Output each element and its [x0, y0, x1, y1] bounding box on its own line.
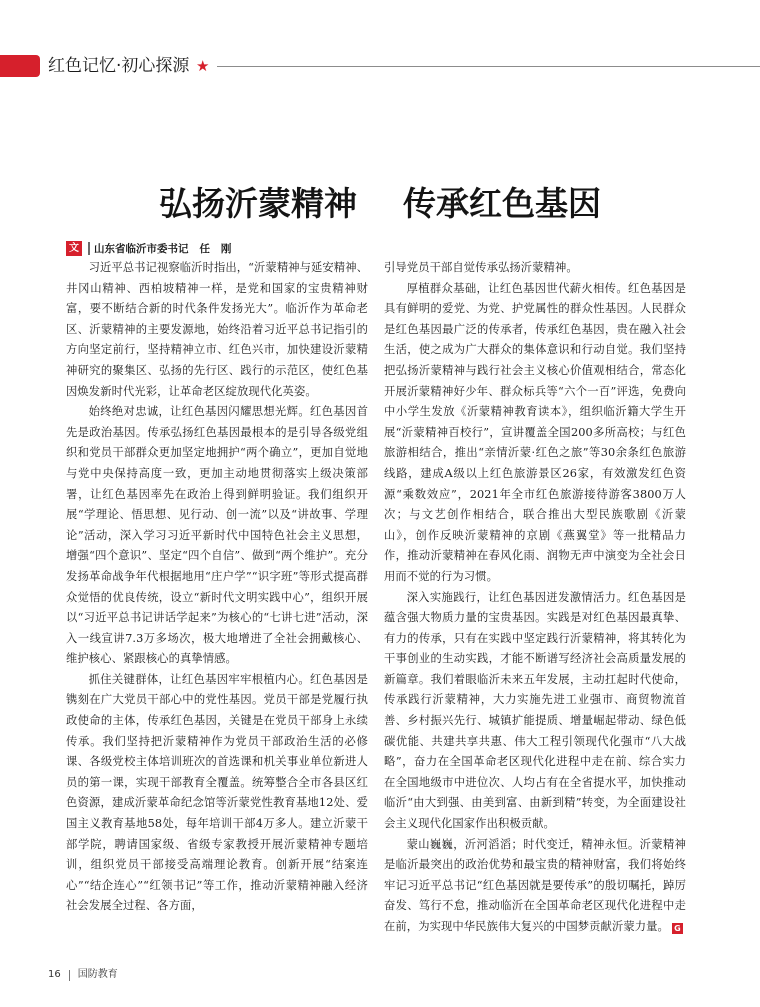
paragraph-intro: 习近平总书记视察临沂时指出，“沂蒙精神与延安精神、井冈山精神、西柏坡精神一样，是党和国家的宝贵精神财富，要不断结合新的时代条件发扬光大”。临沂作为革命老区、沂蒙精神的主要发源地，始终沿着习近平总书记指引的方向坚定前行，坚持精神立市、红色兴市，加快建设沂蒙精神研究的聚集区、弘扬的先行区、践行的示范区，使红色基因焕发新时代光彩，让革命老区绽放现代化英姿。	[66, 261, 368, 398]
paragraph-mass-base: 厚植群众基础，让红色基因世代薪火相传。红色基因是具有鲜明的爱党、为党、护党属性的群众性基因。人民群众是红色基因最广泛的传承者，传承红色基因，贵在融入社会生活，使之成为广大群众的集体意识和行动自觉。我们坚持把弘扬沂蒙精神与践行社会主义核心价值观相结合，常态化开展沂蒙精神好少年、群众标兵等“六个一百”评选，免费向中小学生发放《沂蒙精神教育读本》，组织临沂籍大学生开展“沂蒙精神百校行”，宣讲覆盖全国200多所高校；与红色旅游相结合，推出“亲情沂蒙·红色之旅”等30余条红色旅游线路，建成A级以上红色旅游景区26家，有效激发红色资源“乘数效应”，2021年全市红色旅游接待游客3800万人次；与文艺创作相结合，联合推出大型民族歌剧《沂蒙山》，创作反映沂蒙精神的京剧《燕翼堂》等一批精品力作，推动沂蒙精神在春风化雨、润物无声中演变为全社会日用而不觉的行为习惯。	[384, 281, 686, 583]
paragraph-loyalty: 始终绝对忠诚，让红色基因闪耀思想光辉。红色基因首先是政治基因。传承弘扬红色基因最根本的是引导各级党组织和党员干部群众更加坚定地拥护“两个确立”，更加自觉地与党中央保持高度一致，更加主动地贯彻落实上级决策部署，让红色基因率先在政治上得到鲜明验证。我们组织开展“学理论、悟思想、见行动、创一流”以及“讲故事、学理论”活动，深入学习习近平新时代中国特色社会主义思想，增强“四个意识”、坚定“四个自信”、做到“两个维护”。充分发扬革命战争年代根据地用“庄户学”“识字班”等形式提高群众觉悟的优良传统，设立“新时代文明实践中心”，组织开展以“习近平总书记讲话学起来”为核心的“七讲七进”活动，深入一线宣讲7.3万多场次，极大地增进了全社会拥戴核心、维护核心、紧跟核心的真挚情感。	[66, 405, 368, 666]
end-mark-icon: G	[672, 923, 683, 934]
paragraph-practice: 深入实施践行，让红色基因迸发激情活力。红色基因是蕴含强大物质力量的宝贵基因。实践是对红色基因最真挚、有力的传承，只有在实践中坚定践行沂蒙精神，将其转化为干事创业的生动实践，才能不断谱写经济社会高质量发展的新篇章。我们着眼临沂未来五年发展，主动扛起时代使命，传承践行沂蒙精神，大力实施先进工业强市、商贸物流首善、乡村振兴先行、城镇扩能提质、增量崛起带动、绿色低碳优能、共建共享共惠、伟大工程引领现代化强市“八大战略”，奋力在全国革命老区现代化进程中走在前、综合实力在全国地级市中进位次、人均占有在全省提水平，加快推动临沂“由大到强、由美到富、由新到精”转变，为全面建设社会主义现代化国家作出积极贡献。	[384, 590, 686, 831]
paragraph-continued: 引导党员干部自觉传承弘扬沂蒙精神。	[384, 261, 578, 274]
page-number: 16	[48, 969, 61, 980]
left-column	[66, 258, 368, 917]
byline	[66, 240, 231, 256]
publication-name: 国防教育	[77, 969, 118, 980]
byline-divider	[88, 242, 90, 255]
conclusion-text: 蒙山巍巍，沂河滔滔；时代变迁，精神永恒。沂蒙精神是临沂最突出的政治优势和最宝贵的精神财富，我们将始终牢记习近平总书记“红色基因就是要传承”的殷切嘱托，踔厉奋发、笃行不怠，推动临沂在全国革命老区现代化进程中走在前，为实现中华民族伟大复兴的中国梦贡献沂蒙力量。	[384, 837, 686, 933]
star-icon: ★	[196, 57, 210, 75]
page-footer	[48, 968, 118, 982]
right-column	[384, 258, 686, 938]
section-tab-marker	[0, 55, 40, 77]
paragraph-conclusion	[384, 835, 686, 938]
footer-divider	[69, 970, 70, 981]
paragraph-key-group: 抓住关键群体，让红色基因牢牢根植内心。红色基因是镌刻在广大党员干部心中的党性基因。党员干部是党履行执政使命的主体，传承红色基因，关键是在党员干部身上永续传承。我们坚持把沂蒙精神作为党员干部政治生活的必修课、各级党校主体培训班次的首选课和机关事业单位新进人员的第一课，实现干部教育全覆盖。统筹整合全市各县区红色资源，建成沂蒙革命纪念馆等沂蒙党性教育基地12处、爱国主义教育基地58处，每年培训干部4万多人。建立沂蒙干部学院，聘请国家级、省级专家教授开展沂蒙精神专题培训，组织党员干部接受高端理论教育。创新开展“结案连心”“结企连心”“红领书记”等工作，推动沂蒙精神融入经济社会发展全过程、各方面，	[66, 672, 368, 913]
author-badge-icon: 文	[66, 241, 82, 256]
author-byline: 山东省临沂市委书记 任 刚	[94, 242, 232, 255]
article-title: 弘扬沂蒙精神 传承红色基因	[159, 184, 601, 224]
header-divider	[217, 66, 760, 67]
section-title: 红色记忆·初心探源	[48, 56, 190, 76]
